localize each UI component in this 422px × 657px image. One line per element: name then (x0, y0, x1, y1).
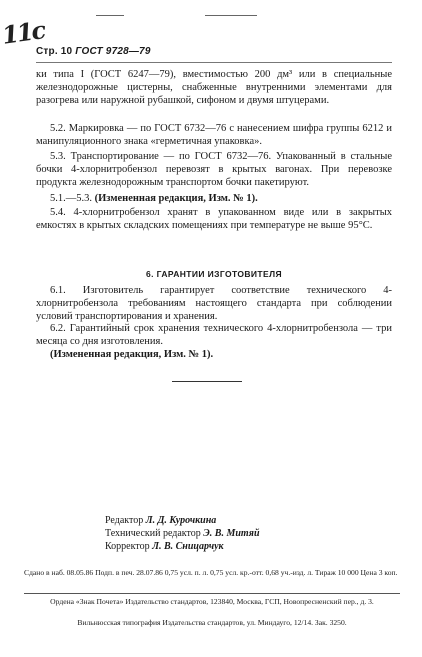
paragraph-6-2-note: (Измененная редакция, Изм. № 1). (50, 349, 214, 360)
top-scan-dash-right (205, 15, 257, 16)
handwritten-page-mark: 11c (0, 15, 46, 50)
standard-number: ГОСТ 9728—79 (75, 46, 151, 57)
header-divider (36, 62, 392, 63)
tech-editor-label: Технический редактор (105, 528, 201, 539)
editor-label: Редактор (105, 515, 144, 526)
top-scan-dash-left (96, 15, 124, 16)
proofreader-label: Корректор (105, 541, 150, 552)
editor-name: Л. Д. Курочкина (145, 515, 217, 526)
paragraph-5-4: 5.4. 4-хлорнитробензол хранят в упакованном виде или в закрытых емкостях в крытых складских помещениях при температуре не выше 95°С. (36, 207, 392, 231)
paragraph-5-1-continued: ки типа I (ГОСТ 6247—79), вместимостью 200 дм³ или в специальные железнодорожные цистерны, снабженные внутренними элементами для разогрева или наружной рубашкой, сифоном и двумя штуцерами. (36, 69, 392, 106)
end-of-text-rule (172, 381, 242, 382)
paragraph-6-1: 6.1. Изготовитель гарантирует соответствие технического 4-хлорнитробензола требованиям настоящего стандарта при соблюдении условий транспортирования и хранения. (36, 285, 392, 322)
page-label: Стр. 10 (36, 46, 73, 57)
publisher-line-1: Ордена «Знак Почета» Издательство стандартов, 123840, Москва, ГСП, Новопресненский пер., д. 3. (50, 597, 374, 606)
tech-editor-line (105, 527, 365, 540)
editor-line (105, 514, 365, 527)
imprint-divider (24, 593, 400, 594)
paragraph-5-2: 5.2. Маркировка — по ГОСТ 6732—76 с нанесением шифра группы 6212 и манипуляционного знака «герметичная упаковка». (36, 123, 392, 147)
credits-block (105, 514, 365, 553)
paragraph-6-2: 6.2. Гарантийный срок хранения технического 4-хлорнитробензола — три месяца со дня изготовления. (36, 323, 392, 347)
tech-editor-name: Э. В. Митяй (203, 528, 260, 539)
amendment-note: (Измененная редакция, Изм. № 1). (94, 193, 258, 204)
page-header (36, 46, 151, 57)
publisher-line-2: Вильнюсская типография Издательства стандартов, ул. Миндауго, 12/14. Зак. 3250. (77, 618, 347, 627)
section-6-title: 6. ГАРАНТИИ ИЗГОТОВИТЕЛЯ (146, 269, 282, 279)
proofreader-name: Л. В. Сницарчук (152, 541, 224, 552)
paragraph-5-1-5-3-note (36, 192, 392, 205)
paragraph-5-3: 5.3. Транспортирование — по ГОСТ 6732—76. Упакованный в стальные бочки 4-хлорнитробензол перевозят в крытых вагонах. При перевозке продукта железнодорожным транспортом бочки пакетируют. (36, 151, 392, 188)
proofreader-line (105, 540, 365, 553)
amendment-range: 5.1.—5.3. (50, 193, 92, 204)
print-info: Сдано в наб. 08.05.86 Подп. в печ. 28.07.86 0,75 усл. п. л. 0,75 усл. кр.-отт. 0,68 уч.-изд. л. Тираж 10 000 Цена 3 коп. (24, 568, 398, 577)
